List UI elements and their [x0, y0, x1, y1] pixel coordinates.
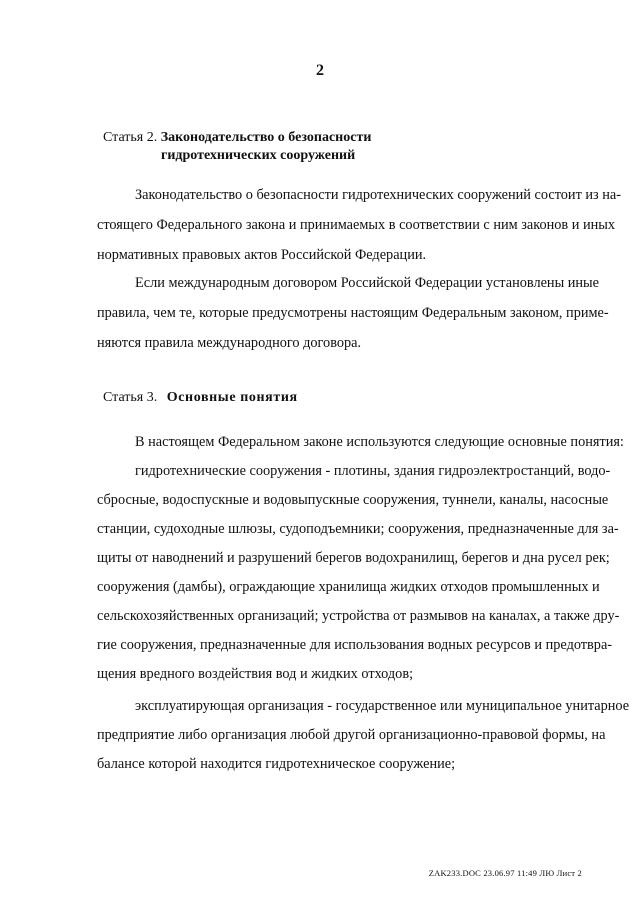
paragraph-line: правила, чем те, которые предусмотрены настоящим Федеральным законом, приме- — [97, 305, 609, 321]
article2-title-line2: гидротехнических сооружений — [161, 148, 356, 163]
article3-title: Основные понятия — [166, 390, 298, 405]
article3-heading — [103, 390, 298, 406]
paragraph-line: няются правила международного договора. — [97, 335, 362, 351]
paragraph-line: станции, судоходные шлюзы, судоподъемники; сооружения, предназначенные для за- — [97, 521, 619, 537]
article3-prefix: Статья 3. — [103, 390, 158, 405]
page-number: 2 — [316, 62, 324, 79]
document-footer: ZAK233.DOC 23.06.97 11:49 ЛЮ Лист 2 — [428, 868, 582, 878]
paragraph-line: нормативных правовых актов Российской Федерации. — [97, 247, 427, 263]
paragraph-line: гидротехнические сооружения - плотины, здания гидроэлектростанций, водо- — [135, 463, 611, 479]
paragraph-line: балансе которой находится гидротехническое сооружение; — [97, 756, 456, 772]
paragraph-line: сооружения (дамбы), ограждающие хранилища жидких отходов промышленных и — [97, 579, 600, 595]
article2-heading — [103, 130, 371, 146]
article2-heading-cont — [161, 148, 355, 164]
article2-title-line1: Законодательство о безопасности — [160, 130, 372, 145]
article2-prefix: Статья 2. — [103, 130, 158, 145]
paragraph-line: эксплуатирующая организация - государственное или муниципальное унитарное — [135, 698, 630, 714]
paragraph-line: Если международным договором Российской Федерации установлены иные — [135, 275, 600, 291]
paragraph-line: предприятие либо организация любой другой организационно-правовой формы, на — [97, 727, 606, 743]
paragraph-line: стоящего Федерального закона и принимаемых в соответствии с ним законов и иных — [97, 217, 616, 233]
paragraph-line: Законодательство о безопасности гидротехнических сооружений состоит из на- — [135, 187, 622, 203]
paragraph-line: щиты от наводнений и разрушений берегов водохранилищ, берегов и дна русел рек; — [97, 550, 610, 566]
paragraph-line: сбросные, водоспускные и водовыпускные сооружения, туннели, каналы, насосные — [97, 492, 609, 508]
paragraph-line: В настоящем Федеральном законе используются следующие основные понятия: — [135, 434, 624, 450]
paragraph-line: гие сооружения, предназначенные для использования водных ресурсов и предотвра- — [97, 637, 613, 653]
paragraph-line: сельскохозяйственных организаций; устройства от размывов на каналах, а также дру- — [97, 608, 620, 624]
paragraph-line: щения вредного воздействия вод и жидких отходов; — [97, 666, 414, 682]
